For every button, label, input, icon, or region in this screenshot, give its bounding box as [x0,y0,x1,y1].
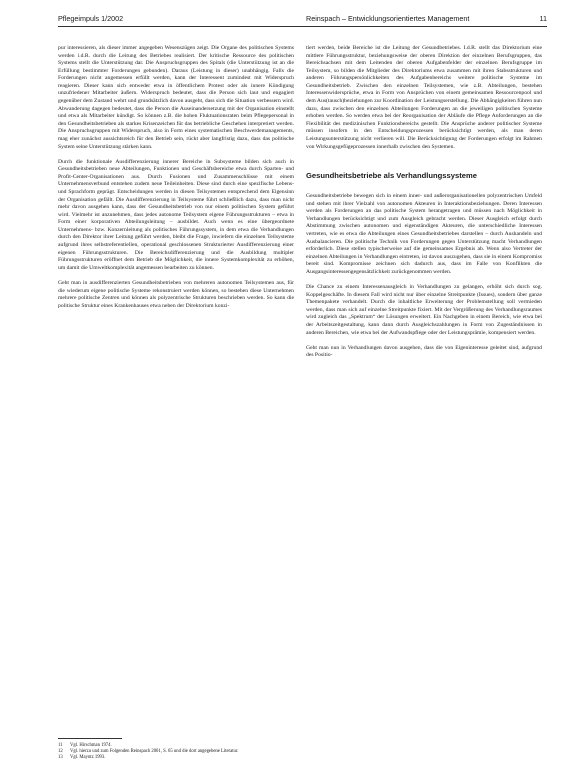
running-header [58,14,547,27]
body-paragraph: pur interessieren, als dieser immer angegeben Wesenszügen zeigt. Die Organe des politischen Systems werden i.d.R. durch die Leitung des Betriebes realisiert. Der kritische Ressource des politischen Systems stellt die Unterstützung dar. Die Anspruchsgruppen des Spitals (die Unterstützung ist an die Erfüllung bestimmter Forderungen gebunden). Daraus (Leistung in dieser) unabhängig. Falls die Forderungen nicht angemessen erfüllt werden, kann der Interessent zumindest mit Widerspruch reagieren. Dieser kann sich entweder etwa in öffentlichem Protest oder als innere Kündigung unzufriedener Mitarbeiter äußern. Widerspruch bedeutet, dass die Person sich laut und engagiert gegenüber dem Zustand wehrt und grundsätzlich davon ausgeht, dass sich die Situation verbessern wird. Abwanderung dagegen bedeutet, dass die Person die Auseinandersetzung mit der Organisation einstellt und etwa als Mitarbeiter kündigt. So können z.B. die hohen Fluktuationsraten beim Pflegepersonal in den Gesundheitsbetrieben als starkes Krisenzeichen für das betriebliche Geschehen interpretiert werden. Die Anspruchsgruppen mit Widerspruch, also in Form eines systematischen Beschwerdemanagements, mag eher zunächst aussichtsreich für den Betrieb sein, rückt aber langfristig dazu, dass das politische System seine Unterstützung stärken kann. [58,45,294,150]
footnote-number: 12 [58,749,63,755]
left-column [58,45,294,367]
body-paragraph: tiert werden, beide Bereiche ist die Leitung der Gesundbetriebes. I.d.R. stellt das Direktorium eine mittlere Führungsstruktur, beziehungsweise der oberen Direktion der einzelnen Berufsgruppen, das Bereichsachsen mit dem Leitenden der oberen Aufgabenfelder der einzelnen Berufsgruppe im Teilsystem, so bilden die Mitglieder des Direktoriums etwa zusammen mit ihren Stabsstrukturen und anderen Führungspersönlichkeiten des Aufgabenbereichs weitere politische Systeme im Gesundheitsbetrieb. Zwischen den einzelnen Teilsystemen, wie z.B. Abteilungen, bestehen Interessenwidersprüche, etwa in Form von Ansprüchen von einem gemeinsamen Ressourcenpool und dem Aus(tausch)beziehungen zur Koordination der Leistungserstellung. Die Abhängigkeiten führen nun dazu, dass zwischen den einzelnen Abteilungen Forderungen an die jeweiligen politischen Systeme erhoben werden. So werden etwa bei der Reorganisation der Abläufe die Pflege Anforderungen an die Flexibilität des medizinischen Funktionsbereichs gestellt. Die Ansprüche anderer politischer Systeme müssen insofern in den Entscheidungsprozessen berücksichtigt werden, als man deren Leistungsunterstützung nicht verlieren will. Die Berücksichtigung der Forderungen erfolgt im Rahmen von Wirkungsgefügeprozessen innerhalb zwischen den Systemen. [306,45,542,150]
two-column-body [58,45,547,367]
footnote-number: 13 [58,755,63,761]
body-paragraph: Gesundheitsbetriebe bewegen sich in einem inner- und außerorganisationellen polyzentrischen Umfeld und stehen mit ihrer Vielzahl von autonomen Akteuren in Interaktionsbeziehungen. Deren Interessen werden als Forderungen an das politische System herangetragen und müssen nach Möglichkeit in Verhandlungen berücksichtigt und zum Ausgleich gebracht werden. Dieser Ausgleich erfolgt durch Abstimmung zwischen autonomen und eigenständigen Akteuren, die unterschiedliche Interessen vertreten, wie es etwa die Abteilungen eines Gesundheitsbetriebes darstellen – durch Aushandeln und Ausbalancieren. Die politische Technik von Forderungen gegen Unterstützung macht Verhandlungen erforderlich. Diese stellen typischerweise auf die gemeinsames Ergebnis ab. Wenn also Vertreter der einzelnen Abteilungen in Verhandlungen eintreten, ist davon auszugehen, dass sie in einem Kompromiss bereit sind. Kompromisse zeichnen sich dadurch aus, dass im Falle von Konflikten die Ausgangsinteressengegensätzlichkeit zurückgenommen werden. [306,193,542,275]
header-right [294,14,547,23]
journal-issue: Pflegeimpuls 1/2002 [58,14,124,23]
article-running-title: Reinspach – Entwicklungsorientiertes Management [306,14,470,23]
body-paragraph: Durch die funktionale Ausdifferenzierung innerer Bereiche in Subsysteme bilden sich auch in Gesundheitsbetrieben neue Abteilungen, Funktionen und Geschäftsbereiche etwa durch Sparten- und Profit-Center-Organisationen aus. Durch Fusionen und Zusammenschlüsse mit einem Unternehmensverbund entstehen zudem neue Teileinheiten. Diese sind durch eine spezifische Lebens- und Sprachform geprägt. Entscheidungen werden in diesen Teilsystemen entsprechend dem Eigensinn der Organisation gefällt. Die Ausdifferenzierung in Teilsysteme führt schließlich dazu, dass man nicht mehr davon ausgehen kann, dass der Gesundheitsbetrieb von nur einem politischen System geführt wird. Vielmehr ist anzunehmen, dass jedes autonome Teilsystem eigene Führungsstrukturen – etwa in Form einer korporativen Abteilungsleitung – ausbildet. Auch wenn es eine übergeordnete Unternehmens- bzw. Konzernleitung als politisches Führungssystem, in dem etwa die Verhandlungen durch den Direktor ihrer Leitung geführt werden, bleibt die Frage, inwiefern die einzelnen Teilsysteme aufgrund ihres selbstreferentiellen, operational geschlossenen Strukturierter Ausdifferenzierung einer eigenen Führungsstrukturen. Die Bereichsdifferenzierung und die Ausbildung multipler Führungsstrukturen eröffnet dem Betrieb die Möglichkeit, die innere Systemkomplexität zu erhöhen, um damit die Umweltkomplexität angemessen bearbeiten zu können. [58,158,294,271]
footnote-text: Vgl. Mayntz 1993. [70,755,106,761]
right-column [306,45,542,367]
footnote-rule [58,738,122,739]
footnote-text: Vgl. hierzu und zum Folgenden Reinspach 2001, S. 65 und die dort angegebene Literatur. [70,749,239,755]
section-heading: Gesundheitsbetriebe als Verhandlungssysteme [306,171,477,181]
footnote-text: Vgl. Hirschman 1974. [70,743,112,748]
body-paragraph: Geht man in ausdifferenzierten Gesundheitsbetrieben von mehreren autonomen Teilsystemen aus, für die wiederum eigene politische Systeme rekonstruiert werden können, so bestehen diese Unternehmen mehrere politische Zentren und können als polyzentrische Strukturen beschrieben werden. So kann die politische Struktur eines Krankenhauses etwa neben der Direktorium konzi- [58,279,294,309]
footnote [58,755,294,761]
body-paragraph: Die Chance zu einem Interessenausgleich in Verhandlungen zu gelangen, erhöht sich durch sog. Koppelgeschäfte. In diesem Fall wird nicht nur über einzelne Streitpunkte (Issues), sondern über ganze Themenpakete verhandelt. Durch die inhaltliche Erweiterung der Problemstellung soll vermieden werden, dass man sich auf einzelne Streitpunkte fixiert. Mit der Vergrößerung des Verhandlungsraumes wird zugleich das „Spektrum“ der Lösungen erweitert. Ein Nachgeben in einem Bereich, wie etwa bei der Arbeitszeitgestaltung, kann dann durch Ausgleichszahlungen in Form von Zugeständnissen in anderen Bereichen, wie etwa bei der Aufwandspflege oder der Leistungsprämie, kompensiert werden. [306,284,542,336]
footnote-number: 11 [58,743,63,748]
body-paragraph: Geht man nun in Verhandlungen davon ausgehen, dass die von Eigeninteresse geleitet sind, aufgrund des Positio- [306,344,542,359]
page-number: 11 [539,14,547,23]
footnotes [58,738,294,761]
